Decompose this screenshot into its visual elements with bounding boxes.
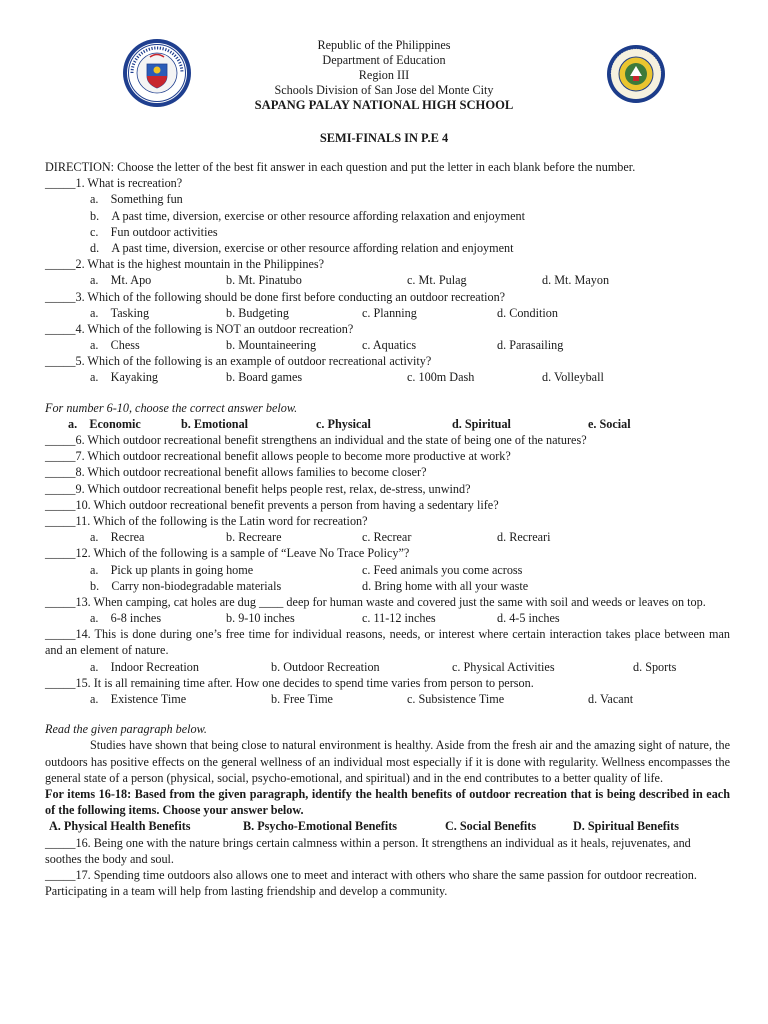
option-12b: b. Carry non-biodegradable materials bbox=[90, 578, 282, 593]
option-4c: c. Aquatics bbox=[362, 338, 417, 353]
option-15b: b. Free Time bbox=[271, 692, 333, 707]
choice-emotional: b. Emotional bbox=[181, 416, 249, 431]
spacer bbox=[45, 707, 730, 721]
option-13d: d. 4-5 inches bbox=[497, 611, 560, 626]
choice-economic: a. Economic bbox=[68, 416, 141, 431]
direction-text: DIRECTION: Choose the letter of the best fit answer in each question and put the letter in each blank before the number. bbox=[45, 160, 636, 174]
option-11c: c. Recrear bbox=[362, 530, 412, 545]
question-5: _____5. Which of the following is an example of outdoor recreational activity? bbox=[45, 354, 432, 369]
option-4b: b. Mountaineering bbox=[226, 338, 317, 353]
options-12-row1 bbox=[45, 562, 730, 578]
choice-spiritual: d. Spiritual bbox=[452, 416, 511, 431]
option-13b: b. 9-10 inches bbox=[226, 611, 295, 626]
options-3 bbox=[45, 305, 730, 321]
options-2 bbox=[45, 272, 730, 288]
options-11 bbox=[45, 529, 730, 545]
reading-paragraph: Studies have shown that being close to natural environment is healthy. Aside from the fresh air and the amazing sight of nature, the outdoors has positive effects on the general wellness of an individual most especially if it is done with regularity. Wellness encompasses the general state of a person (physical, social, psycho-emotional, and spiritual) and in the end contributes to a better quality of life. bbox=[45, 738, 730, 785]
option-14a: a. Indoor Recreation bbox=[90, 659, 199, 674]
option-12d: d. Bring home with all your waste bbox=[362, 578, 529, 593]
option-12a: a. Pick up plants in going home bbox=[90, 562, 254, 577]
option-2a: a. Mt. Apo bbox=[90, 273, 152, 288]
options-5 bbox=[45, 369, 730, 385]
question-12: _____12. Which of the following is a sample of “Leave No Trace Policy”? bbox=[45, 546, 410, 561]
part4-instruction: Read the given paragraph below. bbox=[45, 722, 207, 737]
options-14 bbox=[45, 659, 730, 675]
question-11: _____11. Which of the following is the Latin word for recreation? bbox=[45, 513, 368, 528]
header-region: Region III bbox=[358, 68, 410, 82]
part2-choices bbox=[45, 416, 730, 432]
option-4a: a. Chess bbox=[90, 338, 140, 353]
question-14: _____14. This is done during one’s free time for individual reasons, needs, or interest where certain interaction takes place between man and an element of nature. bbox=[45, 627, 730, 658]
option-15c: c. Subsistence Time bbox=[407, 692, 505, 707]
option-11d: d. Recreari bbox=[497, 530, 551, 545]
option-1d: d. A past time, diversion, exercise or other resource affording relation and enjoyment bbox=[90, 240, 514, 255]
question-16: _____16. Being one with the nature brings certain calmness within a person. It strengthens an individual as it heals, rejuvenates, and soothes the body and soul. bbox=[45, 835, 691, 866]
option-2b: b. Mt. Pinatubo bbox=[226, 273, 302, 288]
header-school-name: SAPANG PALAY NATIONAL HIGH SCHOOL bbox=[254, 98, 514, 112]
question-10: _____10. Which outdoor recreational benefit prevents a person from having a sedentary life? bbox=[45, 497, 499, 512]
question-13: _____13. When camping, cat holes are dug ____ deep for human waste and covered just the same with soil and weeds or leaves on top. bbox=[45, 594, 706, 609]
option-14d: d. Sports bbox=[633, 659, 677, 674]
option-12c: c. Feed animals you come across bbox=[362, 562, 523, 577]
header-republic: Republic of the Philippines bbox=[317, 38, 451, 52]
choice-social-benefits: C. Social Benefits bbox=[445, 819, 537, 834]
option-3d: d. Condition bbox=[497, 305, 558, 320]
items-16-18-instruction: For items 16-18: Based from the given paragraph, identify the health benefits of outdoor recreation that is being described in each of the following items. Choose your answer below. bbox=[45, 787, 730, 818]
question-8: _____8. Which outdoor recreational benefit allows families to become closer? bbox=[45, 465, 427, 480]
choice-physical: c. Physical bbox=[316, 416, 371, 431]
option-15d: d. Vacant bbox=[588, 692, 634, 707]
question-9: _____9. Which outdoor recreational benefit helps people rest, relax, de-stress, unwind? bbox=[45, 481, 471, 496]
question-2: _____2. What is the highest mountain in the Philippines? bbox=[45, 257, 325, 272]
exam-content bbox=[45, 159, 730, 899]
header-department: Department of Education bbox=[322, 53, 446, 67]
option-1c: c. Fun outdoor activities bbox=[90, 224, 218, 239]
option-14b: b. Outdoor Recreation bbox=[271, 659, 380, 674]
option-5d: d. Volleyball bbox=[542, 370, 604, 385]
option-11b: b. Recreare bbox=[226, 530, 282, 545]
choice-physical-health: A. Physical Health Benefits bbox=[49, 819, 191, 834]
option-5b: b. Board games bbox=[226, 370, 303, 385]
option-15a: a. Existence Time bbox=[90, 692, 187, 707]
question-17: _____17. Spending time outdoors also allows one to meet and interact with others who share the same passion for outdoor recreation. Participating in a team will help from lasting friendship and develop a community. bbox=[45, 868, 697, 899]
document-header bbox=[0, 38, 768, 113]
option-14c: c. Physical Activities bbox=[452, 659, 555, 674]
option-2d: d. Mt. Mayon bbox=[542, 273, 610, 288]
question-6: _____6. Which outdoor recreational benefit strengthens an individual and the state of being one of the natures? bbox=[45, 433, 587, 448]
option-13a: a. 6-8 inches bbox=[90, 611, 162, 626]
question-1: _____1. What is recreation? bbox=[45, 176, 183, 191]
part4-choices bbox=[45, 818, 730, 834]
question-15: _____15. It is all remaining time after. How one decides to spend time varies from person to person. bbox=[45, 675, 534, 690]
part2-instruction: For number 6-10, choose the correct answer below. bbox=[45, 400, 298, 415]
exam-title: SEMI-FINALS IN P.E 4 bbox=[319, 131, 449, 145]
options-13 bbox=[45, 610, 730, 626]
option-3c: c. Planning bbox=[362, 305, 417, 320]
option-13c: c. 11-12 inches bbox=[362, 611, 436, 626]
option-5c: c. 100m Dash bbox=[407, 370, 475, 385]
option-2c: c. Mt. Pulag bbox=[407, 273, 467, 288]
choice-spiritual-benefits: D. Spiritual Benefits bbox=[573, 819, 679, 834]
choice-psycho-emotional: B. Psycho-Emotional Benefits bbox=[243, 819, 398, 834]
options-12-row2 bbox=[45, 578, 730, 594]
option-5a: a. Kayaking bbox=[90, 370, 159, 385]
question-4: _____4. Which of the following is NOT an outdoor recreation? bbox=[45, 321, 354, 336]
question-3: _____3. Which of the following should be done first before conducting an outdoor recreation? bbox=[45, 289, 506, 304]
question-7: _____7. Which outdoor recreational benefit allows people to become more productive at work? bbox=[45, 449, 511, 464]
option-1b: b. A past time, diversion, exercise or other resource affording relaxation and enjoyment bbox=[90, 208, 525, 223]
options-15 bbox=[45, 691, 730, 707]
option-11a: a. Recrea bbox=[90, 530, 145, 545]
option-3a: a. Tasking bbox=[90, 305, 150, 320]
option-3b: b. Budgeting bbox=[226, 305, 289, 320]
options-4 bbox=[45, 337, 730, 353]
header-division: Schools Division of San Jose del Monte City bbox=[274, 83, 494, 97]
spacer bbox=[45, 386, 730, 400]
option-4d: d. Parasailing bbox=[497, 338, 564, 353]
choice-social: e. Social bbox=[588, 416, 631, 431]
option-1a: a. Something fun bbox=[90, 192, 183, 207]
